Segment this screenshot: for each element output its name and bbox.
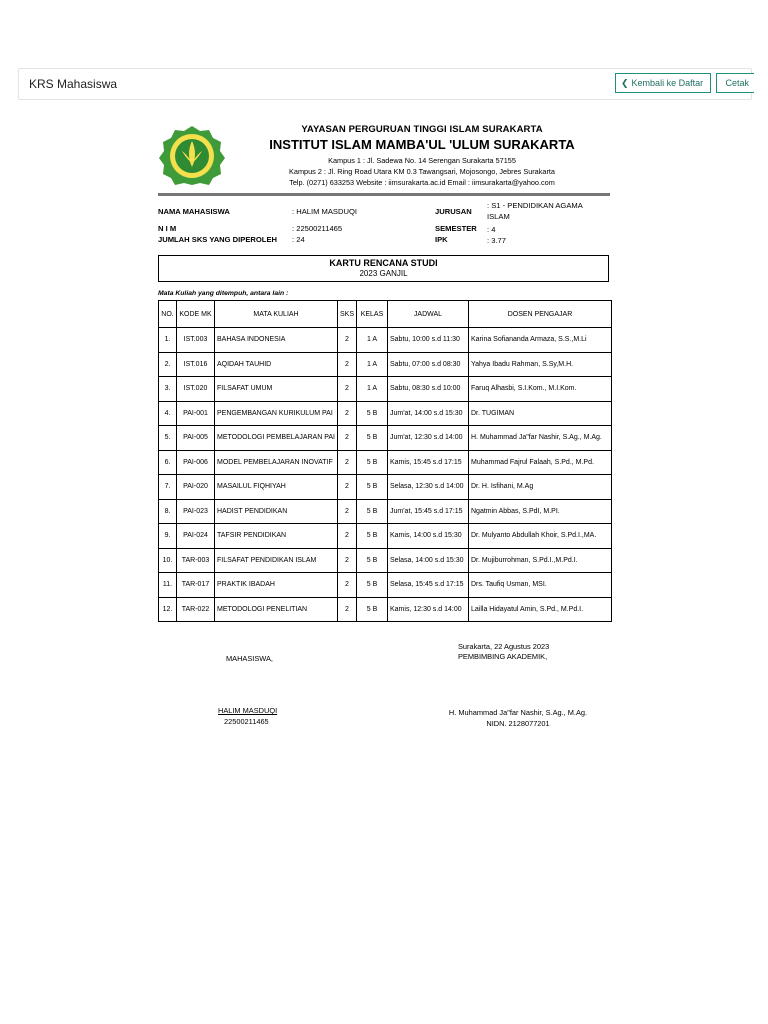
course-sks: 2 xyxy=(338,524,357,549)
student-sign-name: HALIM MASDUQI xyxy=(218,706,278,715)
student-ipk: : 3.77 xyxy=(487,236,506,245)
advisor-block xyxy=(458,642,608,662)
course-schedule: Jum'at, 14:00 s.d 15:30 xyxy=(388,401,469,426)
course-code: TAR-003 xyxy=(177,548,215,573)
table-row xyxy=(159,475,612,500)
row-no: 8. xyxy=(159,499,177,524)
row-no: 6. xyxy=(159,450,177,475)
row-no: 1. xyxy=(159,328,177,353)
course-lecturer: Dr. Mujiburrohman, S.Pd.I.,M.Pd.I. xyxy=(469,548,612,573)
course-lecturer: H. Muhammad Ja"far Nashir, S.Ag., M.Ag. xyxy=(469,426,612,451)
course-sks: 2 xyxy=(338,499,357,524)
krs-title: KARTU RENCANA STUDI xyxy=(329,258,438,268)
col-course: MATA KULIAH xyxy=(215,301,338,328)
course-schedule: Sabtu, 08:30 s.d 10:00 xyxy=(388,377,469,402)
course-lecturer: Dr. H. Isfihani, M.Ag xyxy=(469,475,612,500)
course-code: PAI-024 xyxy=(177,524,215,549)
course-sks: 2 xyxy=(338,426,357,451)
course-lecturer: Drs. Taufiq Usman, MSI. xyxy=(469,573,612,598)
course-sks: 2 xyxy=(338,401,357,426)
course-class: 5 B xyxy=(357,450,388,475)
course-class: 1 A xyxy=(357,328,388,353)
course-sks: 2 xyxy=(338,597,357,622)
advisor-label: PEMBIMBING AKADEMIK, xyxy=(458,652,548,661)
row-no: 12. xyxy=(159,597,177,622)
course-class: 5 B xyxy=(357,548,388,573)
course-class: 5 B xyxy=(357,524,388,549)
course-code: PAI-005 xyxy=(177,426,215,451)
table-row xyxy=(159,401,612,426)
course-schedule: Kamis, 12:30 s.d 14:00 xyxy=(388,597,469,622)
advisor-nidn: NIDN. 2128077201 xyxy=(486,719,550,728)
row-no: 10. xyxy=(159,548,177,573)
course-sks: 2 xyxy=(338,475,357,500)
course-name: METODOLOGI PENELITIAN xyxy=(215,597,338,622)
course-class: 5 B xyxy=(357,475,388,500)
course-sks: 2 xyxy=(338,548,357,573)
course-class: 5 B xyxy=(357,499,388,524)
course-name: MASAILUL FIQHIYAH xyxy=(215,475,338,500)
row-no: 2. xyxy=(159,352,177,377)
course-schedule: Selasa, 14:00 s.d 15:30 xyxy=(388,548,469,573)
course-code: IST.020 xyxy=(177,377,215,402)
print-button-label: Cetak xyxy=(725,78,749,88)
page-title: KRS Mahasiswa xyxy=(29,77,118,91)
col-lecturer: DOSEN PENGAJAR xyxy=(469,301,612,328)
col-code: KODE MK xyxy=(177,301,215,328)
table-row xyxy=(159,377,612,402)
course-name: FILSAFAT UMUM xyxy=(215,377,338,402)
major-label: JURUSAN xyxy=(435,207,472,216)
name-label: NAMA MAHASISWA xyxy=(158,207,230,216)
table-row xyxy=(159,352,612,377)
letterhead xyxy=(234,124,610,188)
course-lecturer: Dr. Mulyanto Abdullah Khoir, S.Pd.I.,MA. xyxy=(469,524,612,549)
course-name: METODOLOGI PEMBELAJARAN PAI xyxy=(215,426,338,451)
course-name: MODEL PEMBELAJARAN INOVATIF xyxy=(215,450,338,475)
course-table xyxy=(158,300,612,622)
student-name: : HALIM MASDUQI xyxy=(292,207,357,216)
course-schedule: Jum'at, 12:30 s.d 14:00 xyxy=(388,426,469,451)
course-lecturer: Ngatmin Abbas, S.PdI, M.PI. xyxy=(469,499,612,524)
course-code: TAR-022 xyxy=(177,597,215,622)
course-code: PAI-020 xyxy=(177,475,215,500)
contact-info: Telp. (0271) 633253 Website : iimsurakarta.ac.id Email : iimsurakarta@yahoo.com xyxy=(289,178,555,187)
course-name: PENGEMBANGAN KURIKULUM PAI xyxy=(215,401,338,426)
course-schedule: Jum'at, 15:45 s.d 17:15 xyxy=(388,499,469,524)
row-no: 3. xyxy=(159,377,177,402)
back-to-list-button[interactable] xyxy=(615,73,711,93)
table-row xyxy=(159,328,612,353)
student-sign-nim: 22500211465 xyxy=(224,717,269,726)
table-row xyxy=(159,597,612,622)
course-sks: 2 xyxy=(338,450,357,475)
institution-logo xyxy=(158,125,226,185)
col-class: KELAS xyxy=(357,301,388,328)
course-lecturer: Lailla Hidayatul Amin, S.Pd., M.Pd.I. xyxy=(469,597,612,622)
course-code: PAI-001 xyxy=(177,401,215,426)
course-name: PRAKTIK IBADAH xyxy=(215,573,338,598)
course-name: AQIDAH TAUHID xyxy=(215,352,338,377)
course-name: TAFSIR PENDIDIKAN xyxy=(215,524,338,549)
course-class: 5 B xyxy=(357,597,388,622)
course-schedule: Kamis, 15:45 s.d 17:15 xyxy=(388,450,469,475)
page-header-bar xyxy=(18,68,752,100)
course-sks: 2 xyxy=(338,328,357,353)
table-row xyxy=(159,426,612,451)
course-name: HADIST PENDIDIKAN xyxy=(215,499,338,524)
course-sks: 2 xyxy=(338,352,357,377)
row-no: 9. xyxy=(159,524,177,549)
chevron-left-icon: ❮ xyxy=(621,77,629,88)
course-schedule: Selasa, 15:45 s.d 17:15 xyxy=(388,573,469,598)
course-class: 1 A xyxy=(357,377,388,402)
letterhead-divider xyxy=(158,193,610,196)
course-lecturer: Faruq Alhasbi, S.I.Kom., M.I.Kom. xyxy=(469,377,612,402)
place-date: Surakarta, 22 Agustus 2023 xyxy=(458,642,550,651)
krs-title-box xyxy=(158,255,609,282)
krs-period: 2023 GANJIL xyxy=(359,269,408,278)
course-code: IST.003 xyxy=(177,328,215,353)
print-button[interactable] xyxy=(716,73,754,93)
col-sks: SKS xyxy=(338,301,357,328)
table-row xyxy=(159,548,612,573)
course-name: FILSAFAT PENDIDIKAN ISLAM xyxy=(215,548,338,573)
course-sks: 2 xyxy=(338,573,357,598)
row-no: 11. xyxy=(159,573,177,598)
table-header-row xyxy=(159,301,612,328)
courses-note: Mata Kuliah yang ditempuh, antara lain : xyxy=(158,290,289,297)
student-major: : S1 - PENDIDIKAN AGAMA ISLAM xyxy=(487,201,583,221)
course-schedule: Kamis, 14:00 s.d 15:30 xyxy=(388,524,469,549)
course-class: 1 A xyxy=(357,352,388,377)
table-row xyxy=(159,573,612,598)
row-no: 7. xyxy=(159,475,177,500)
back-button-label: Kembali ke Daftar xyxy=(631,78,704,88)
course-sks: 2 xyxy=(338,377,357,402)
course-name: BAHASA INDONESIA xyxy=(215,328,338,353)
foundation-name: YAYASAN PERGURUAN TINGGI ISLAM SURAKARTA xyxy=(301,124,543,135)
campus-2-address: Kampus 2 : Jl. Ring Road Utara KM 0.3 Tawangsari, Mojosongo, Jebres Surakarta xyxy=(289,167,555,176)
course-lecturer: Dr. TUGIMAN xyxy=(469,401,612,426)
sks-label: JUMLAH SKS YANG DIPEROLEH xyxy=(158,235,277,244)
table-row xyxy=(159,499,612,524)
course-class: 5 B xyxy=(357,573,388,598)
col-schedule: JADWAL xyxy=(388,301,469,328)
semester-label: SEMESTER xyxy=(435,224,477,233)
course-schedule: Sabtu, 07:00 s.d 08:30 xyxy=(388,352,469,377)
row-no: 4. xyxy=(159,401,177,426)
student-nim: : 22500211465 xyxy=(292,224,343,233)
ipk-label: IPK xyxy=(435,235,448,244)
course-schedule: Selasa, 12:30 s.d 14:00 xyxy=(388,475,469,500)
course-code: IST.016 xyxy=(177,352,215,377)
course-class: 5 B xyxy=(357,401,388,426)
table-row xyxy=(159,524,612,549)
course-schedule: Sabtu, 10:00 s.d 11:30 xyxy=(388,328,469,353)
student-semester: : 4 xyxy=(487,225,496,234)
student-sign-label: MAHASISWA, xyxy=(226,654,273,663)
course-code: PAI-023 xyxy=(177,499,215,524)
course-lecturer: Karina Sofiananda Armaza, S.S.,M.Li xyxy=(469,328,612,353)
campus-1-address: Kampus 1 : Jl. Sadewa No. 14 Serengan Surakarta 57155 xyxy=(328,156,516,165)
table-row xyxy=(159,450,612,475)
course-class: 5 B xyxy=(357,426,388,451)
course-code: TAR-017 xyxy=(177,573,215,598)
logo-text: IIM xyxy=(187,174,197,180)
course-lecturer: Yahya Ibadu Rahman, S.Sy,M.H. xyxy=(469,352,612,377)
advisor-name: H. Muhammad Ja"far Nashir, S.Ag., M.Ag. xyxy=(448,708,588,717)
row-no: 5. xyxy=(159,426,177,451)
course-lecturer: Muhammad Fajrul Falaah, S.Pd., M.Pd. xyxy=(469,450,612,475)
student-sks: : 24 xyxy=(292,235,305,244)
nim-label: N I M xyxy=(158,224,177,233)
course-code: PAI-006 xyxy=(177,450,215,475)
institution-name: INSTITUT ISLAM MAMBA'UL 'ULUM SURAKARTA xyxy=(269,137,575,152)
col-no: NO. xyxy=(159,301,177,328)
